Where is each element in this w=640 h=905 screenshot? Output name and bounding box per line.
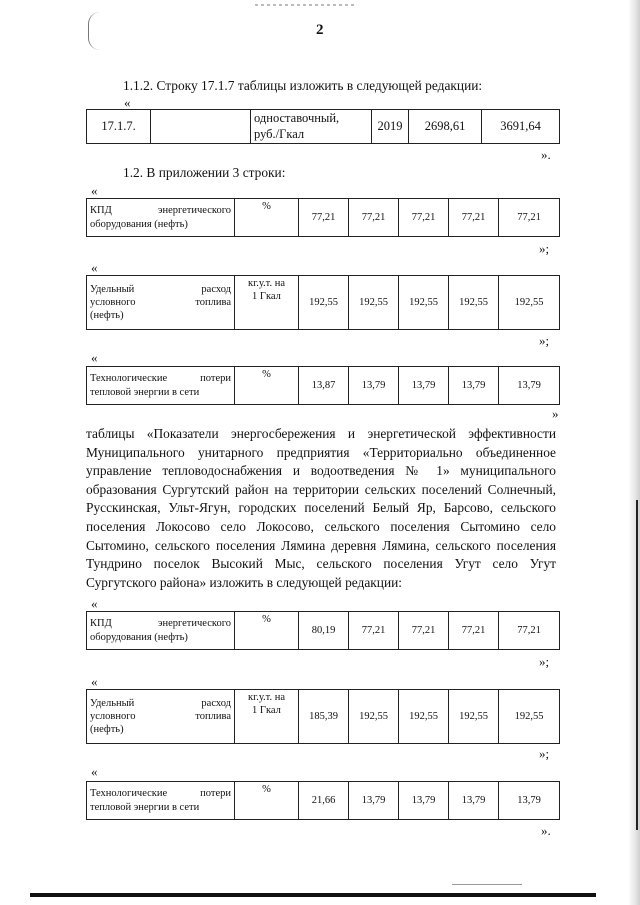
label-word: энергетического <box>157 618 231 630</box>
label-word: Технологические <box>90 788 168 800</box>
label-word: потери <box>200 788 231 800</box>
label-line: (нефть) <box>90 724 124 736</box>
cell-value: 13,79 <box>349 367 399 405</box>
label-word: топлива <box>195 296 231 308</box>
label-word: условного <box>90 296 136 308</box>
heading-1-1-2: 1.1.2. Строку 17.1.7 таблицы изложить в следующей редакции: <box>123 78 483 93</box>
cell-value: 80,19 <box>299 612 349 650</box>
cell-value: 77,21 <box>449 199 499 237</box>
label-word: расход <box>201 697 231 709</box>
label-line: тепловой энергии в сети <box>90 801 200 813</box>
close-quote: ». <box>541 147 551 162</box>
scan-top-mark <box>255 4 355 6</box>
unit-line: кг.у.т. на <box>247 278 285 289</box>
label-line: оборудования (нефть) <box>90 631 188 643</box>
close-quote: »; <box>539 241 550 256</box>
cell-value: 192,55 <box>349 276 399 330</box>
body-paragraph: таблицы «Показатели энергосбережения и энергетической эффективности Муниципального унитарного предприятия «Территориально объединенное управление тепловодоснабжения и водоотведения № 1» муниципального образования Сургутский район на территории сельских поселений Солнечный, Русскинская, Ульт-Ягун, городских поселений Белый Яр, Барсово, сельского поселения Локосово село Локосово, сельского поселения Сытомино село Сытомино, сельского поселения Лямина деревня Лямина, сельского поселения Тундрино поселок Высокий Мыс, сельского поселения Угут село Угут Сургутского района» изложить в следующей редакции: <box>86 426 556 590</box>
label-word: КПД <box>90 205 112 217</box>
scan-bottom-bar <box>30 893 596 897</box>
cell-value: 192,55 <box>399 276 449 330</box>
open-quote: « <box>91 764 98 779</box>
cell-value: 13,79 <box>399 782 449 820</box>
cell-value: 13,79 <box>349 782 399 820</box>
cell-value: 13,79 <box>449 782 499 820</box>
open-quote: « <box>91 596 98 611</box>
cell-label <box>87 612 235 650</box>
cell-unit: % <box>235 612 299 650</box>
unit-line: кг.у.т. на <box>247 692 285 703</box>
label-word: КПД <box>90 618 112 630</box>
label-word: расход <box>201 283 231 295</box>
scan-right-edge <box>628 0 640 905</box>
table-kpd-2 <box>86 611 560 650</box>
close-quote: ». <box>541 823 551 838</box>
table-fuel-2 <box>86 689 560 744</box>
label-word: Удельный <box>90 697 135 709</box>
cell-unit-line-1: одноставочный, <box>254 111 340 125</box>
cell-unit: % <box>235 782 299 820</box>
heading-1-2: 1.2. В приложении 3 строки: <box>123 165 286 180</box>
unit-line: 1 Гкал <box>252 705 281 717</box>
cell-label <box>87 199 235 237</box>
table-row-17-1-7 <box>86 109 560 144</box>
cell-value: 77,21 <box>349 199 399 237</box>
cell-value: 192,55 <box>499 690 560 744</box>
label-word: Технологические <box>90 373 168 385</box>
cell-label <box>87 367 235 405</box>
cell-value: 77,21 <box>399 199 449 237</box>
cell-value-2: 3691,64 <box>482 110 560 144</box>
cell-value: 77,21 <box>499 612 560 650</box>
scan-side-line <box>636 500 638 830</box>
cell-value: 192,55 <box>449 690 499 744</box>
cell-value: 192,55 <box>349 690 399 744</box>
cell-value: 13,79 <box>449 367 499 405</box>
label-word: условного <box>90 710 136 722</box>
cell-value: 77,21 <box>299 199 349 237</box>
cell-value: 77,21 <box>399 612 449 650</box>
cell-value-1: 2698,61 <box>409 110 482 144</box>
cell-value: 13,79 <box>399 367 449 405</box>
cell-value: 13,87 <box>299 367 349 405</box>
table-kpd-1 <box>86 198 560 237</box>
cell-unit <box>235 690 299 744</box>
table-loss-1 <box>86 366 560 405</box>
close-quote: »; <box>539 746 550 761</box>
cell-value: 13,79 <box>499 367 560 405</box>
cell-unit <box>235 276 299 330</box>
label-line: (нефть) <box>90 310 124 322</box>
cell-value: 77,21 <box>349 612 399 650</box>
scan-speck <box>452 884 522 885</box>
label-word: Удельный <box>90 283 135 295</box>
cell-label <box>87 276 235 330</box>
unit-line: 1 Гкал <box>252 291 281 303</box>
table-loss-2 <box>86 781 560 820</box>
cell-empty <box>151 110 251 144</box>
close-quote: »; <box>539 333 550 348</box>
cell-unit <box>251 110 372 144</box>
open-quote: « <box>124 95 131 110</box>
table-fuel-1 <box>86 275 560 330</box>
scan-bracket-mark <box>88 12 103 50</box>
cell-code: 17.1.7. <box>87 110 151 144</box>
cell-label <box>87 690 235 744</box>
open-quote: « <box>91 183 98 198</box>
cell-value: 192,55 <box>299 276 349 330</box>
close-quote: »; <box>539 654 550 669</box>
close-quote: » <box>552 406 559 421</box>
cell-value: 192,55 <box>499 276 560 330</box>
cell-value: 192,55 <box>399 690 449 744</box>
cell-value: 77,21 <box>499 199 560 237</box>
open-quote: « <box>91 350 98 365</box>
label-word: потери <box>200 373 231 385</box>
cell-value: 13,79 <box>499 782 560 820</box>
label-word: энергетического <box>157 205 231 217</box>
cell-value: 192,55 <box>449 276 499 330</box>
label-line: тепловой энергии в сети <box>90 386 200 398</box>
open-quote: « <box>91 260 98 275</box>
cell-year: 2019 <box>372 110 409 144</box>
label-line: оборудования (нефть) <box>90 218 188 230</box>
cell-label <box>87 782 235 820</box>
label-word: топлива <box>195 710 231 722</box>
cell-value: 21,66 <box>299 782 349 820</box>
cell-value: 77,21 <box>449 612 499 650</box>
cell-unit-line-2: руб./Гкал <box>254 126 305 141</box>
open-quote: « <box>91 674 98 689</box>
cell-unit: % <box>235 367 299 405</box>
cell-value: 185,39 <box>299 690 349 744</box>
cell-unit: % <box>235 199 299 237</box>
page-number: 2 <box>316 22 324 38</box>
